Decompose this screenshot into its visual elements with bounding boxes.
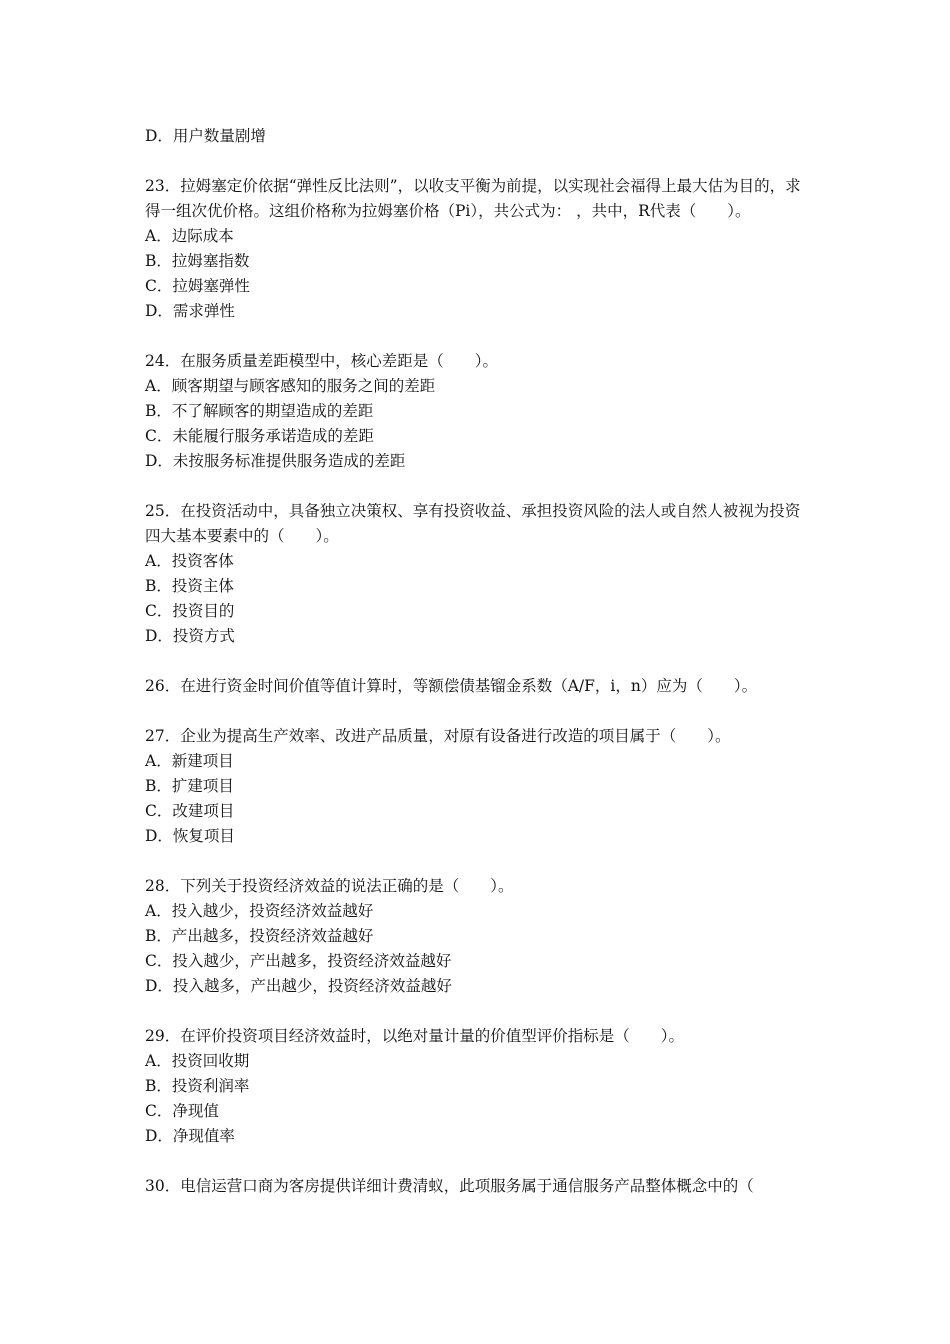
option-d: D．恢复项目 <box>145 827 235 845</box>
option-c: C．投入越少，产出越多，投资经济效益越好 <box>145 952 452 970</box>
question-23-stem: 23．拉姆塞定价依据“弹性反比法则”，以收支平衡为前提，以实现社会福得上最大估为目的，求得一组次优价格。这组价格称为拉姆塞价格（Pi），共公式为： ，共中，R代表（ ）。 <box>145 177 801 220</box>
spacer <box>145 849 815 874</box>
option-c: C．改建项目 <box>145 802 235 820</box>
option-a: A．顾客期望与顾客感知的服务之间的差距 <box>145 377 436 395</box>
spacer <box>145 699 815 724</box>
option-d: D．未按服务标准提供服务造成的差距 <box>145 452 406 470</box>
option-c: C．净现值 <box>145 1102 219 1120</box>
option-b: B．拉姆塞指数 <box>145 252 250 270</box>
option-b: B．投资主体 <box>145 577 234 595</box>
question-28-stem: 28．下列关于投资经济效益的说法正确的是（ ）。 <box>145 877 514 895</box>
option-d: D．净现值率 <box>145 1127 235 1145</box>
spacer <box>145 474 815 499</box>
option-b: B．产出越多，投资经济效益越好 <box>145 927 374 945</box>
option-a: A．投资回收期 <box>145 1052 250 1070</box>
question-24-stem: 24．在服务质量差距模型中，核心差距是（ ）。 <box>145 352 498 370</box>
question-29-stem: 29．在评价投资项目经济效益时，以绝对量计量的价值型评价指标是（ ）。 <box>145 1027 684 1045</box>
option-a: A．投入越少，投资经济效益越好 <box>145 902 374 920</box>
option-b: B．不了解顾客的期望造成的差距 <box>145 402 374 420</box>
question-26-stem: 26．在进行资金时间价值等值计算时，等额偿债基镏金系数（A/F，i，n）应为（ ）。 <box>145 677 758 695</box>
option-a: A．投资客体 <box>145 552 234 570</box>
option-c: C．未能履行服务承诺造成的差距 <box>145 427 374 445</box>
option-b: B．投资利润率 <box>145 1077 250 1095</box>
option-a: A．新建项目 <box>145 752 234 770</box>
question-list <box>145 124 815 1199</box>
option-d: D．需求弹性 <box>145 302 235 320</box>
spacer <box>145 649 815 674</box>
spacer <box>145 149 815 174</box>
option-b: B．扩建项目 <box>145 777 234 795</box>
option-c: C．投资目的 <box>145 602 235 620</box>
spacer <box>145 324 815 349</box>
spacer <box>145 1149 815 1174</box>
option-d: D．投入越多，产出越少，投资经济效益越好 <box>145 977 452 995</box>
option-a: A．边际成本 <box>145 227 234 245</box>
question-27-stem: 27．企业为提高生产效率、改进产品质量，对原有设备进行改造的项目属于（ ）。 <box>145 727 731 745</box>
option-d: D．投资方式 <box>145 627 235 645</box>
option-c: C．拉姆塞弹性 <box>145 277 250 295</box>
spacer <box>145 999 815 1024</box>
option-d: D．用户数量剧增 <box>145 127 266 145</box>
question-25-stem: 25．在投资活动中，具备独立决策权、享有投资收益、承担投资风险的法人或自然人被视为投资四大基本要素中的（ ）。 <box>145 502 801 545</box>
question-30-stem: 30．电信运营口商为客房提供详细计费清蚁，此项服务属于通信服务产品整体概念中的（ <box>145 1177 754 1195</box>
